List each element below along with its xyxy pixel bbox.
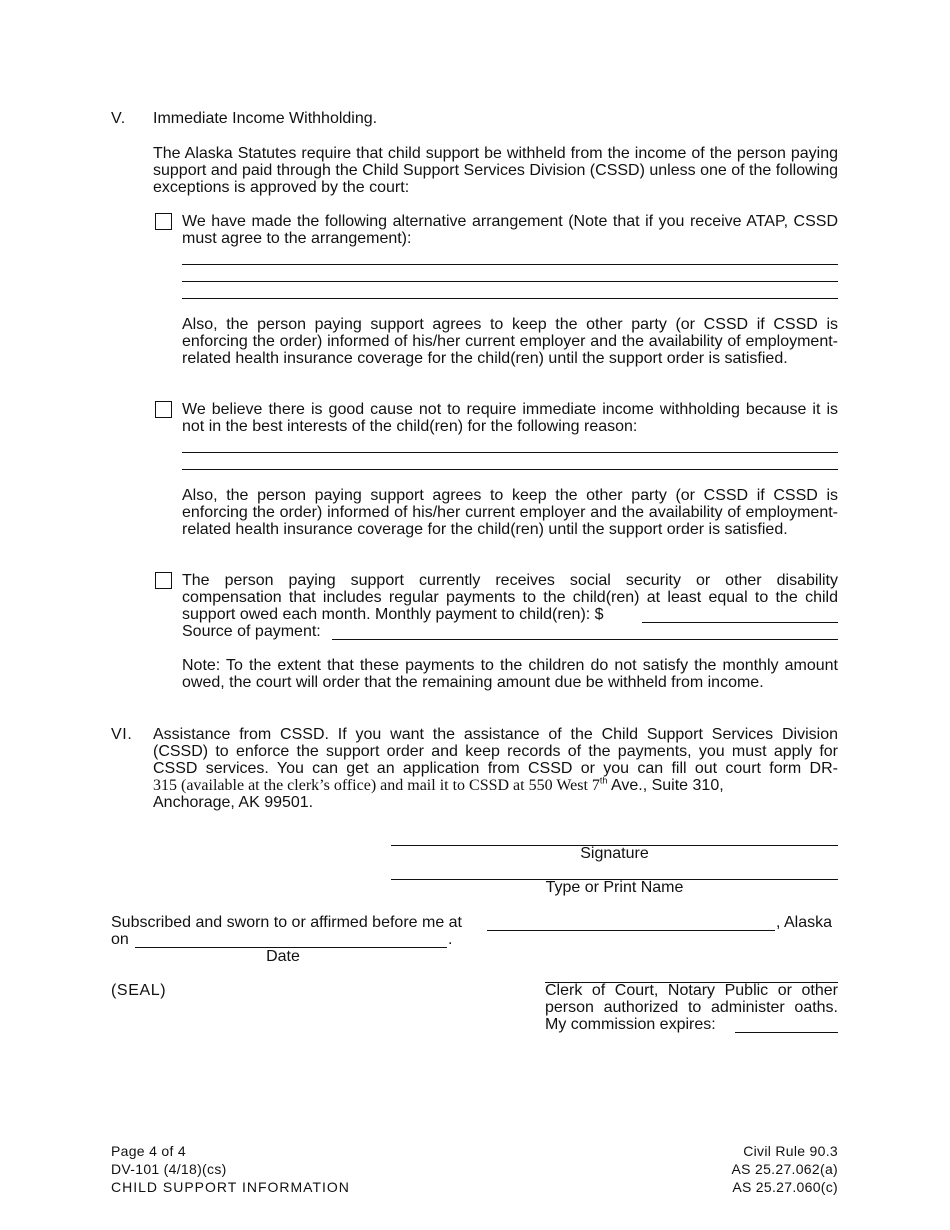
section-vi-line4	[153, 777, 838, 794]
source-of-payment-field[interactable]	[332, 639, 838, 640]
section-v-number: V.	[111, 110, 126, 127]
option3-line3: support owed each month. Monthly payment to child(ren): $	[182, 606, 604, 623]
footer-statute-2: AS 25.27.060(c)	[732, 1179, 838, 1195]
source-of-payment-label: Source of payment:	[182, 623, 321, 640]
section-vi-line4-serif: 315 (available at the clerk’s office) and mail it to CSSD at 550 West 7	[153, 777, 600, 794]
monthly-payment-field[interactable]	[642, 622, 838, 623]
sworn-suffix: , Alaska	[776, 914, 833, 931]
sworn-prefix: Subscribed and sworn to or affirmed before me at	[111, 914, 462, 931]
footer-left	[111, 1142, 350, 1196]
section-vi-line3: CSSD services. You can get an application from CSSD or you can fill out court form DR-	[153, 760, 838, 777]
option2-line-1[interactable]	[182, 452, 838, 453]
option1-text: We have made the following alternative arrangement (Note that if you receive ATAP, CSSD must agree to the arrangement):	[182, 213, 838, 247]
print-name-label: Type or Print Name	[545, 879, 684, 896]
section-v-title: Immediate Income Withholding.	[153, 110, 378, 127]
section-vi-line4-sup: th	[599, 775, 608, 786]
signature-label: Signature	[580, 845, 649, 862]
disability-payment-checkbox[interactable]	[155, 572, 172, 589]
section-vi-line4-end: Ave., Suite 310,	[607, 777, 724, 794]
footer-page-number: Page 4 of 4	[111, 1143, 186, 1159]
clerk-line2: person authorized to administer oaths.	[545, 999, 838, 1016]
sworn-location-field[interactable]	[487, 930, 775, 931]
alternative-arrangement-checkbox[interactable]	[155, 213, 172, 230]
option2-also: Also, the person paying support agrees to keep the other party (or CSSD if CSSD is enforcing the order) informed of his/her current employer and the availability of employment-related health insurance coverage for the child(ren) until the support order is satisfied.	[182, 487, 838, 538]
seal-label: (SEAL)	[111, 982, 167, 999]
sworn-period: .	[448, 931, 453, 948]
commission-label: My commission expires:	[545, 1016, 716, 1033]
footer-rule: Civil Rule 90.3	[743, 1143, 838, 1159]
section-v-intro: The Alaska Statutes require that child support be withheld from the income of the person paying support and paid through the Child Support Services Division (CSSD) unless one of the following exceptions is approved by the court:	[153, 145, 838, 196]
option3-line1: The person paying support currently receives social security or other disability	[182, 572, 838, 589]
commission-expires-field[interactable]	[735, 1032, 838, 1033]
section-vi-line5: Anchorage, AK 99501.	[153, 794, 314, 811]
sworn-on-label: on	[111, 931, 129, 948]
option1-line-1[interactable]	[182, 264, 838, 265]
section-vi-line1: Assistance from CSSD. If you want the assistance of the Child Support Services Division	[153, 726, 838, 743]
option3-line2: compensation that includes regular payments to the child(ren) at least equal to the child	[182, 589, 838, 606]
footer-right	[620, 1142, 838, 1196]
option1-line-3[interactable]	[182, 298, 838, 299]
option3-note: Note: To the extent that these payments to the children do not satisfy the monthly amount owed, the court will order that the remaining amount due be withheld from income.	[182, 657, 838, 691]
option2-text: We believe there is good cause not to require immediate income withholding because it is not in the best interests of the child(ren) for the following reason:	[182, 401, 838, 435]
footer-form-id: DV-101 (4/18)(cs)	[111, 1161, 227, 1177]
section-vi-line2: (CSSD) to enforce the support order and keep records of the payments, you must apply for	[153, 743, 838, 760]
option2-line-2[interactable]	[182, 469, 838, 470]
option1-also: Also, the person paying support agrees to keep the other party (or CSSD if CSSD is enforcing the order) informed of his/her current employer and the availability of employment-related health insurance coverage for the child(ren) until the support order is satisfied.	[182, 316, 838, 367]
option1-line-2[interactable]	[182, 281, 838, 282]
footer-form-title: CHILD SUPPORT INFORMATION	[111, 1179, 350, 1195]
clerk-line1: Clerk of Court, Notary Public or other	[545, 982, 838, 999]
footer-statute-1: AS 25.27.062(a)	[731, 1161, 838, 1177]
good-cause-checkbox[interactable]	[155, 401, 172, 418]
date-label: Date	[266, 948, 300, 965]
section-vi-number: VI.	[111, 726, 133, 743]
